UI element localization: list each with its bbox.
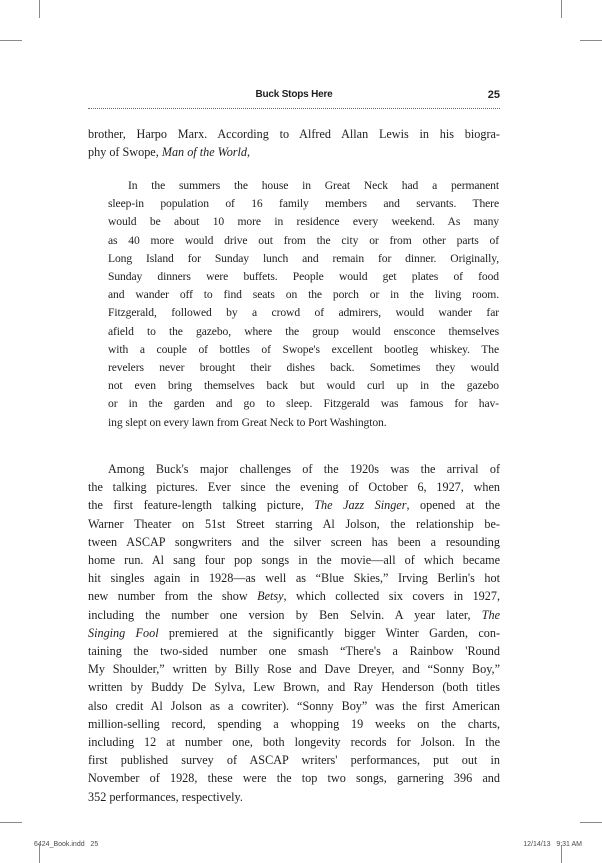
- running-title: Buck Stops Here: [255, 89, 333, 100]
- text-line: Among Buck's major challenges of the 1920s was the arrival of: [108, 462, 500, 476]
- text-line: phy of Swope, Man of the World,: [88, 145, 251, 160]
- quote-line: would be about 10 more in residence every weekend. As many: [108, 215, 499, 229]
- text-line: new number from the show Betsy, which collected six covers in 1927,: [88, 589, 500, 604]
- slug-filename: 6424_Book.indd 25: [34, 841, 99, 848]
- page-number: 25: [487, 89, 500, 101]
- slug-timestamp: 12/14/13 9:31 AM: [523, 841, 582, 848]
- film-title: The: [481, 607, 500, 622]
- text-line: home run. Al sang four pop songs in the movie—all of which became: [88, 553, 500, 568]
- text-line: the talking pictures. Ever since the evening of October 6, 1927, when: [88, 480, 500, 495]
- running-head: [88, 89, 500, 105]
- quote-line: Sunday dinners were buffets. People would get plates of food: [108, 270, 499, 284]
- text-line: My Shoulder,” written by Billy Rose and Dave Dreyer, and “Sonny Boy,”: [88, 662, 500, 677]
- text-line: Singing Fool premiered at the significantly bigger Winter Garden, con-: [88, 625, 501, 640]
- film-title: The Jazz Singer: [314, 498, 407, 513]
- text-line: brother, Harpo Marx. According to Alfred Allan Lewis in his biogra-: [88, 127, 500, 141]
- text-line: written by Buddy De Sylva, Lew Brown, and Ray Henderson (both titles: [88, 680, 500, 695]
- book-title: Man of the World: [161, 145, 248, 160]
- text-line: first published survey of ASCAP writers' performances, put out in: [88, 753, 500, 768]
- quote-line: revelers never brought their dishes back. Sometimes they would: [108, 361, 499, 375]
- quote-line: ing slept on every lawn from Great Neck to Port Washington.: [108, 415, 387, 429]
- text-line: tween ASCAP songwriters and the silver screen has been a resounding: [88, 534, 500, 549]
- crop-mark-left-bottom: [0, 822, 22, 823]
- text-line: million-selling record, spending a whopping 19 weeks on the charts,: [88, 716, 500, 731]
- crop-mark-top-right: [561, 0, 562, 18]
- text-line: taining the two-sided number one smash “There's a Rainbow 'Round: [88, 644, 500, 659]
- quote-line: and wander off to find seats on the porch or in the living room.: [108, 288, 499, 302]
- text-line: also credit Al Jolson as a cowriter). “Sonny Boy” was the first American: [88, 698, 500, 713]
- header-rule: [88, 108, 500, 109]
- text-line: November of 1928, these were the top two songs, garnering 396 and: [88, 771, 500, 786]
- text-line: 352 performances, respectively.: [88, 789, 243, 804]
- quote-line: Fitzgerald, followed by a crowd of admirers, would wander far: [108, 306, 499, 320]
- crop-mark-left-top: [0, 40, 22, 41]
- quote-line: with a couple of bottles of Swope's excellent bootleg whiskey. The: [108, 342, 499, 356]
- text-line: including 12 at number one, both longevity records for Jolson. In the: [88, 735, 500, 750]
- crop-mark-right-top: [580, 40, 602, 41]
- main-paragraph: [88, 460, 500, 806]
- quote-line: sleep-in population of 16 family members and servants. There: [108, 197, 499, 211]
- text-line: Warner Theater on 51st Street starring Al Jolson, the relationship be-: [88, 516, 500, 531]
- text-line: hit singles again in 1928—as well as “Blue Skies,” Irving Berlin's hot: [88, 571, 500, 586]
- quote-line: afield to the gazebo, where the group would ensconce themselves: [108, 324, 499, 338]
- quote-line: Long Island for Sunday lunch and remain for dinner. Originally,: [108, 251, 499, 265]
- block-quote: [108, 177, 499, 432]
- show-title: Betsy: [257, 589, 284, 604]
- lead-paragraph: [88, 125, 500, 161]
- quote-line: as 40 more would drive out from the city or from other parts of: [108, 233, 499, 247]
- crop-mark-top-left: [39, 0, 40, 18]
- film-title: Singing Fool: [88, 625, 159, 640]
- quote-line: not even bring themselves back but would curl up in the gazebo: [108, 379, 499, 393]
- text-line: the first feature-length talking picture, The Jazz Singer, opened at the: [88, 498, 500, 513]
- crop-mark-right-bottom: [580, 822, 602, 823]
- quote-line: or in the garden and go to sleep. Fitzgerald was famous for hav-: [108, 397, 499, 411]
- quote-line: In the summers the house in Great Neck had a permanent: [128, 179, 499, 192]
- text-line: including the number one version by Ben Selvin. A year later, The: [88, 607, 500, 622]
